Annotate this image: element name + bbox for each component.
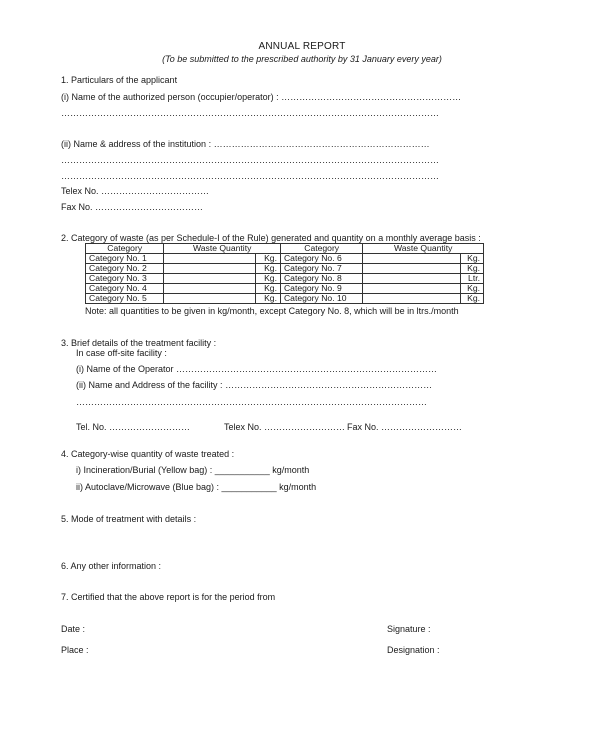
- signature-label: Signature :: [387, 624, 431, 634]
- category-cell: Category No. 9: [280, 284, 362, 294]
- unit-cell: Kg.: [460, 284, 483, 294]
- category-cell: Category No. 1: [86, 254, 164, 264]
- unit-cell: Kg.: [460, 254, 483, 264]
- quantity-cell[interactable]: [164, 264, 255, 274]
- table-row: [86, 254, 484, 264]
- category-cell: Category No. 5: [86, 294, 164, 304]
- waste-category-table: [85, 243, 484, 304]
- facility-fax-line: Fax No. ………………………: [347, 422, 463, 432]
- designation-label: Designation :: [387, 645, 440, 655]
- category-cell: Category No. 3: [86, 274, 164, 284]
- quantity-cell[interactable]: [363, 294, 460, 304]
- table-row: [86, 284, 484, 294]
- offsite-label: In case off-site facility :: [76, 348, 167, 358]
- category-cell: Category No. 8: [280, 274, 362, 284]
- section6-heading: 6. Any other information :: [61, 561, 162, 571]
- table-row: [86, 274, 484, 284]
- table-row: [86, 294, 484, 304]
- header-category-1: Category: [86, 244, 164, 254]
- incineration-line: i) Incineration/Burial (Yellow bag) : ___________ kg/month: [76, 465, 310, 475]
- unit-cell: Kg.: [255, 294, 280, 304]
- date-label: Date :: [61, 624, 86, 634]
- quantity-cell[interactable]: [363, 284, 460, 294]
- unit-cell: Kg.: [460, 264, 483, 274]
- quantity-cell[interactable]: [363, 274, 460, 284]
- unit-cell: Kg.: [255, 284, 280, 294]
- quantity-cell[interactable]: [164, 284, 255, 294]
- authorized-person-line: (i) Name of the authorized person (occupier/operator) : ……………………………………………………: [61, 92, 462, 102]
- facility-address-line: (ii) Name and Address of the facility : ……………………………………………………………: [76, 380, 433, 390]
- unit-cell: Kg.: [255, 274, 280, 284]
- category-cell: Category No. 7: [280, 264, 362, 274]
- table-header-row: [86, 244, 484, 254]
- table-row: [86, 264, 484, 274]
- category-cell: Category No. 2: [86, 264, 164, 274]
- section4-heading: 4. Category-wise quantity of waste treated :: [61, 449, 235, 459]
- operator-name-line: (i) Name of the Operator ……………………………………………………………………………: [76, 364, 438, 374]
- unit-cell: Kg.: [460, 294, 483, 304]
- quantity-cell[interactable]: [164, 274, 255, 284]
- institution-address-line: (ii) Name & address of the institution : ………………………………………………………………: [61, 139, 430, 149]
- place-label: Place :: [61, 645, 89, 655]
- section3-heading: 3. Brief details of the treatment facility :: [61, 338, 217, 348]
- section1-heading: 1. Particulars of the applicant: [61, 75, 178, 85]
- report-subtitle: (To be submitted to the prescribed authority by 31 January every year): [162, 54, 442, 64]
- facility-telex-line: Telex No. ………………………: [224, 422, 346, 432]
- unit-cell: Ltr.: [460, 274, 483, 284]
- facility-address-continuation: ………………………………………………………………………………………………………: [76, 397, 427, 407]
- facility-tel-line: Tel. No. ………………………: [76, 422, 191, 432]
- header-quantity-2: Waste Quantity: [363, 244, 484, 254]
- quantity-cell[interactable]: [363, 264, 460, 274]
- institution-address-continuation-1: ………………………………………………………………………………………………………………: [61, 155, 439, 165]
- report-title: ANNUAL REPORT: [258, 41, 346, 52]
- category-cell: Category No. 10: [280, 294, 362, 304]
- quantity-cell[interactable]: [363, 254, 460, 264]
- unit-cell: Kg.: [255, 264, 280, 274]
- unit-cell: Kg.: [255, 254, 280, 264]
- section2-heading: 2. Category of waste (as per Schedule-I of the Rule) generated and quantity on a monthly average basis :: [61, 233, 481, 243]
- section5-heading: 5. Mode of treatment with details :: [61, 514, 197, 524]
- category-cell: Category No. 6: [280, 254, 362, 264]
- autoclave-line: ii) Autoclave/Microwave (Blue bag) : ___________ kg/month: [76, 482, 317, 492]
- authorized-person-continuation: ………………………………………………………………………………………………………………: [61, 108, 439, 118]
- institution-address-continuation-2: ………………………………………………………………………………………………………………: [61, 171, 439, 181]
- fax-line: Fax No. ………………………………: [61, 202, 204, 212]
- header-quantity-1: Waste Quantity: [164, 244, 281, 254]
- quantity-cell[interactable]: [164, 254, 255, 264]
- category-cell: Category No. 4: [86, 284, 164, 294]
- quantity-cell[interactable]: [164, 294, 255, 304]
- header-category-2: Category: [280, 244, 362, 254]
- table-note: Note: all quantities to be given in kg/month, except Category No. 8, which will be in ltrs./month: [85, 306, 459, 316]
- telex-line: Telex No. ………………………………: [61, 186, 210, 196]
- section7-heading: 7. Certified that the above report is for the period from: [61, 592, 276, 602]
